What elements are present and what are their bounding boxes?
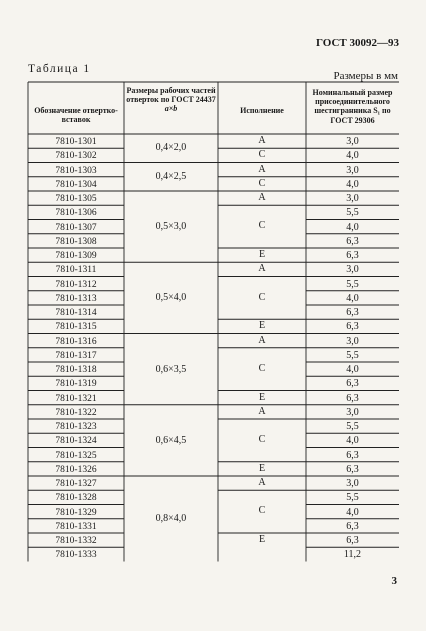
- version-cell: C: [258, 149, 266, 161]
- header-sizes-text: Размеры рабочих частей отверток по ГОСТ 24437: [126, 86, 216, 105]
- size-cell: 0,5×4,0: [155, 292, 187, 304]
- version-cell: C: [258, 220, 266, 232]
- version-cell: E: [258, 249, 266, 260]
- header-hex-size: Номинальный размер присоединительного шестигранника S₁ по ГОСТ 29306: [312, 88, 393, 125]
- version-cell: C: [258, 434, 266, 445]
- header-sizes-formula: a×b: [164, 104, 178, 114]
- hex-size-cell: 4,0: [346, 506, 359, 518]
- designation-cell: 7810-1329: [55, 507, 97, 518]
- hex-size-cell: 6,3: [346, 378, 359, 390]
- hex-size-cell: 6,3: [346, 250, 359, 261]
- designation-cell: 7810-1311: [55, 265, 97, 276]
- version-cell: E: [258, 320, 266, 332]
- hex-size-cell: 6,3: [346, 535, 359, 546]
- designation-cell: 7810-1306: [55, 208, 97, 219]
- designation-cell: 7810-1325: [55, 450, 97, 461]
- hex-size-cell: 4,0: [346, 364, 359, 375]
- version-cell: E: [258, 534, 266, 545]
- designation-cell: 7810-1321: [55, 393, 97, 404]
- designation-cell: 7810-1319: [55, 379, 97, 390]
- hex-size-cell: 5,5: [346, 492, 359, 504]
- designation-cell: 7810-1328: [55, 493, 97, 504]
- version-cell: A: [258, 477, 266, 488]
- designation-cell: 7810-1301: [55, 137, 97, 147]
- hex-size-cell: 4,0: [346, 435, 359, 447]
- table-title: Таблица 1: [28, 63, 91, 75]
- hex-size-cell: 6,3: [346, 235, 359, 247]
- hex-size-cell: 5,5: [346, 278, 359, 290]
- designation-cell: 7810-1333: [55, 550, 97, 561]
- standard-number: ГОСТ 30092—93: [316, 37, 399, 49]
- designation-cell: 7810-1324: [55, 436, 97, 447]
- hex-size-cell: 3,0: [346, 335, 359, 347]
- designation-cell: 7810-1303: [55, 165, 97, 176]
- header-version: Исполнение: [240, 106, 284, 115]
- hex-size-cell: 5,5: [346, 207, 359, 219]
- hex-size-cell: 6,3: [346, 392, 359, 404]
- designation-cell: 7810-1332: [55, 536, 97, 546]
- version-cell: E: [258, 391, 266, 403]
- designation-cell: 7810-1323: [55, 422, 97, 432]
- hex-size-cell: 4,0: [346, 150, 359, 162]
- version-cell: A: [258, 405, 266, 417]
- version-cell: A: [258, 163, 266, 175]
- version-cell: C: [258, 177, 266, 189]
- designation-cell: 7810-1308: [55, 236, 97, 247]
- size-cell: 0,5×3,0: [155, 221, 187, 232]
- designation-cell: 7810-1316: [55, 336, 97, 347]
- designation-cell: 7810-1305: [55, 194, 97, 204]
- hex-size-cell: 6,3: [346, 520, 359, 532]
- hex-size-cell: 3,0: [346, 193, 359, 204]
- hex-size-cell: 5,5: [346, 421, 359, 432]
- hex-size-cell: 4,0: [346, 221, 359, 233]
- hex-size-cell: 3,0: [346, 406, 359, 418]
- version-cell: A: [258, 135, 266, 146]
- designation-cell: 7810-1318: [55, 365, 97, 375]
- version-cell: C: [258, 362, 266, 374]
- designation-cell: 7810-1313: [55, 293, 97, 304]
- version-cell: E: [258, 462, 266, 474]
- designation-cell: 7810-1304: [55, 179, 97, 190]
- designation-cell: 7810-1327: [55, 479, 97, 489]
- hex-size-cell: 3,0: [346, 164, 359, 176]
- designation-cell: 7810-1309: [55, 251, 97, 261]
- hex-size-cell: 6,3: [346, 449, 359, 461]
- hex-size-cell: 4,0: [346, 292, 359, 304]
- designation-cell: 7810-1317: [55, 350, 97, 361]
- designation-cell: 7810-1315: [55, 322, 97, 333]
- version-cell: A: [258, 192, 266, 203]
- version-cell: C: [258, 505, 266, 517]
- hex-size-cell: 6,3: [346, 307, 359, 318]
- size-cell: 0,4×2,5: [155, 170, 187, 182]
- designation-cell: 7810-1326: [55, 464, 97, 475]
- hex-size-cell: 11,2: [343, 549, 362, 561]
- hex-size-cell: 3,0: [346, 264, 359, 276]
- designation-cell: 7810-1331: [55, 521, 97, 532]
- hex-size-cell: 3,0: [346, 478, 359, 489]
- designation-cell: 7810-1322: [55, 407, 97, 418]
- hex-size-cell: 6,3: [346, 321, 359, 333]
- size-cell: 0,4×2,0: [155, 142, 187, 153]
- hex-size-cell: 6,3: [346, 463, 359, 475]
- version-cell: A: [258, 263, 266, 275]
- units-note: Размеры в мм: [333, 70, 398, 82]
- size-cell: 0,8×4,0: [155, 513, 187, 524]
- designation-cell: 7810-1314: [55, 308, 97, 318]
- header-designation: Обозначение отвертко-вставок: [34, 106, 118, 125]
- version-cell: A: [258, 334, 266, 346]
- hex-size-cell: 3,0: [346, 136, 359, 147]
- designation-cell: 7810-1312: [55, 279, 97, 290]
- hex-size-cell: 5,5: [346, 349, 359, 361]
- header-working-part-sizes: [126, 86, 216, 114]
- size-cell: 0,6×4,5: [155, 434, 187, 446]
- size-cell: 0,6×3,5: [155, 363, 187, 375]
- page-number: 3: [391, 575, 397, 587]
- version-cell: C: [258, 291, 266, 303]
- hex-size-cell: 4,0: [346, 178, 359, 190]
- designation-cell: 7810-1307: [55, 222, 97, 233]
- designation-cell: 7810-1302: [55, 151, 97, 162]
